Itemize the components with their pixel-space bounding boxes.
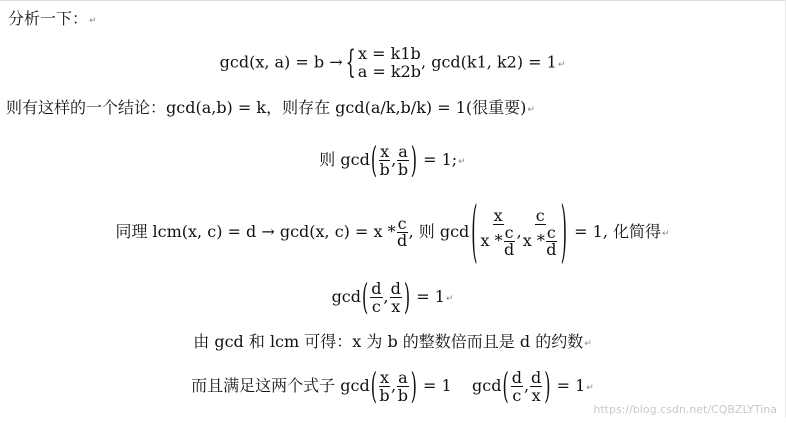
denominator — [522, 222, 558, 259]
curly-brace: { — [345, 43, 356, 81]
numerator: a — [398, 142, 408, 161]
right-paren: ) — [560, 190, 568, 271]
denominator: c — [512, 386, 522, 405]
denominator: b — [397, 386, 408, 405]
equation-mid: , 则 gcd — [408, 222, 470, 241]
equation-prefix: 同理 lcm(x, c) = d → gcd(x, c) = x * — [115, 222, 396, 241]
fraction-d-over-x — [530, 369, 542, 404]
equation-prefix: gcd — [331, 287, 362, 306]
denominator: d — [546, 239, 557, 259]
paragraph-mark: ↵ — [584, 339, 592, 349]
denominator — [480, 222, 516, 259]
case-a: a = k2b — [357, 62, 422, 81]
right-paren: ) — [544, 364, 551, 407]
numerator: x — [380, 142, 390, 161]
numerator: c — [546, 222, 556, 242]
numerator: d — [531, 368, 542, 387]
denominator: b — [397, 160, 409, 179]
right-paren: ) — [410, 364, 417, 407]
numerator: d — [371, 279, 382, 298]
equation-suffix: = 1 — [556, 376, 586, 395]
denominator: c — [371, 297, 381, 316]
fraction-a-over-b — [397, 143, 409, 178]
numerator: x — [379, 368, 389, 387]
equation-gcd-dc-dx: gcd( $\frac{d}{c}$ , $\frac{d}{x}$ ) = 1↵ — [0, 279, 785, 315]
paragraph-mark: ↵ — [586, 383, 594, 393]
left-paren: ( — [471, 190, 478, 271]
equation-gcd-xb-ab: 则 gcd( $\frac{x}{b}$ , $\frac{a}{b}$ ) = 1;↵ — [0, 143, 785, 177]
conclusion-line — [6, 98, 535, 120]
denominator: b — [379, 386, 390, 405]
right-paren: ) — [403, 275, 411, 318]
equation-lhs: gcd(x, a) = b → — [219, 52, 343, 72]
left-paren: ( — [502, 364, 509, 407]
big-fraction-1 — [480, 205, 516, 259]
paragraph-mark: ↵ — [662, 229, 670, 239]
numerator: c — [535, 205, 545, 225]
watermark-url: https://blog.csdn.net/CQBZLYTina — [593, 403, 777, 416]
fraction-d-over-c — [370, 280, 382, 315]
denominator-prefix: x * — [522, 230, 545, 250]
numerator: x — [493, 205, 503, 225]
denominator: d — [396, 231, 408, 250]
denominator: b — [379, 160, 390, 179]
conclusion-text: 则有这样的一个结论：gcd(a,b) = k，则存在 gcd(a/k,b/k) = 1(很重要) — [6, 98, 527, 117]
paragraph-mark: ↵ — [89, 16, 97, 26]
cases-block — [358, 45, 421, 81]
equation-rhs: , gcd(k1, k2) = 1 — [421, 52, 557, 72]
equation-lcm: 同理 lcm(x, c) = d → gcd(x, c) = x * $\frac{c}{d}$ , 则 gcd ( x x * $\frac{c}{d}$ , c x * $\frac{c}{d}$ ) = 1, 化简得↵ — [0, 197, 785, 267]
left-paren: ( — [362, 275, 369, 318]
analysis-heading-text: 分析一下： — [8, 9, 89, 28]
numerator: d — [390, 279, 401, 298]
equation-suffix: = 1, 化简得 — [574, 222, 661, 241]
equation-both-conditions: 而且满足这两个式子 gcd( $\frac{x}{b}$ , $\frac{a}{b}$ ) = 1 gcd( $\frac{d}{c}$ , $\frac{d}{x}$ ) = 1↵ — [0, 367, 785, 405]
equation-prefix: 而且满足这两个式子 gcd — [191, 376, 370, 395]
numerator: a — [398, 368, 408, 387]
inner-fraction — [504, 222, 515, 259]
big-fraction-2 — [522, 205, 558, 259]
analysis-heading — [8, 9, 97, 31]
denominator: x — [531, 386, 541, 405]
equation-suffix: = 1 — [416, 287, 445, 306]
inner-fraction — [546, 222, 557, 259]
equation-gcd-cases — [0, 45, 785, 81]
numerator: c — [397, 214, 407, 233]
conclusion-gcd-lcm-text: 由 gcd 和 lcm 可得：x 为 b 的整数倍而且是 d 的约数 — [193, 332, 584, 351]
fraction-x-over-b — [379, 369, 390, 404]
equation-suffix: = 1; — [423, 150, 458, 169]
paragraph-mark: ↵ — [445, 294, 454, 304]
case-x: x = k1b — [358, 44, 421, 63]
fraction-a-over-b — [397, 369, 409, 404]
denominator: x — [391, 297, 401, 316]
fraction-c-over-d — [397, 216, 408, 249]
paragraph-mark: ↵ — [458, 157, 466, 167]
conclusion-gcd-lcm — [0, 332, 785, 354]
fraction-d-over-c — [511, 369, 523, 404]
left-paren: ( — [370, 364, 377, 407]
right-paren: ) — [410, 138, 417, 181]
left-paren: ( — [370, 138, 378, 181]
fraction-d-over-x — [390, 280, 402, 315]
numerator: d — [511, 368, 522, 387]
equation-prefix: 则 gcd — [319, 150, 370, 169]
paragraph-mark: ↵ — [527, 105, 535, 115]
numerator: c — [504, 222, 514, 242]
denominator: d — [504, 239, 515, 259]
paragraph-mark: ↵ — [557, 59, 566, 70]
denominator-prefix: x * — [480, 230, 503, 250]
fraction-x-over-b — [379, 143, 390, 178]
equation-mid: = 1 gcd — [422, 376, 502, 395]
